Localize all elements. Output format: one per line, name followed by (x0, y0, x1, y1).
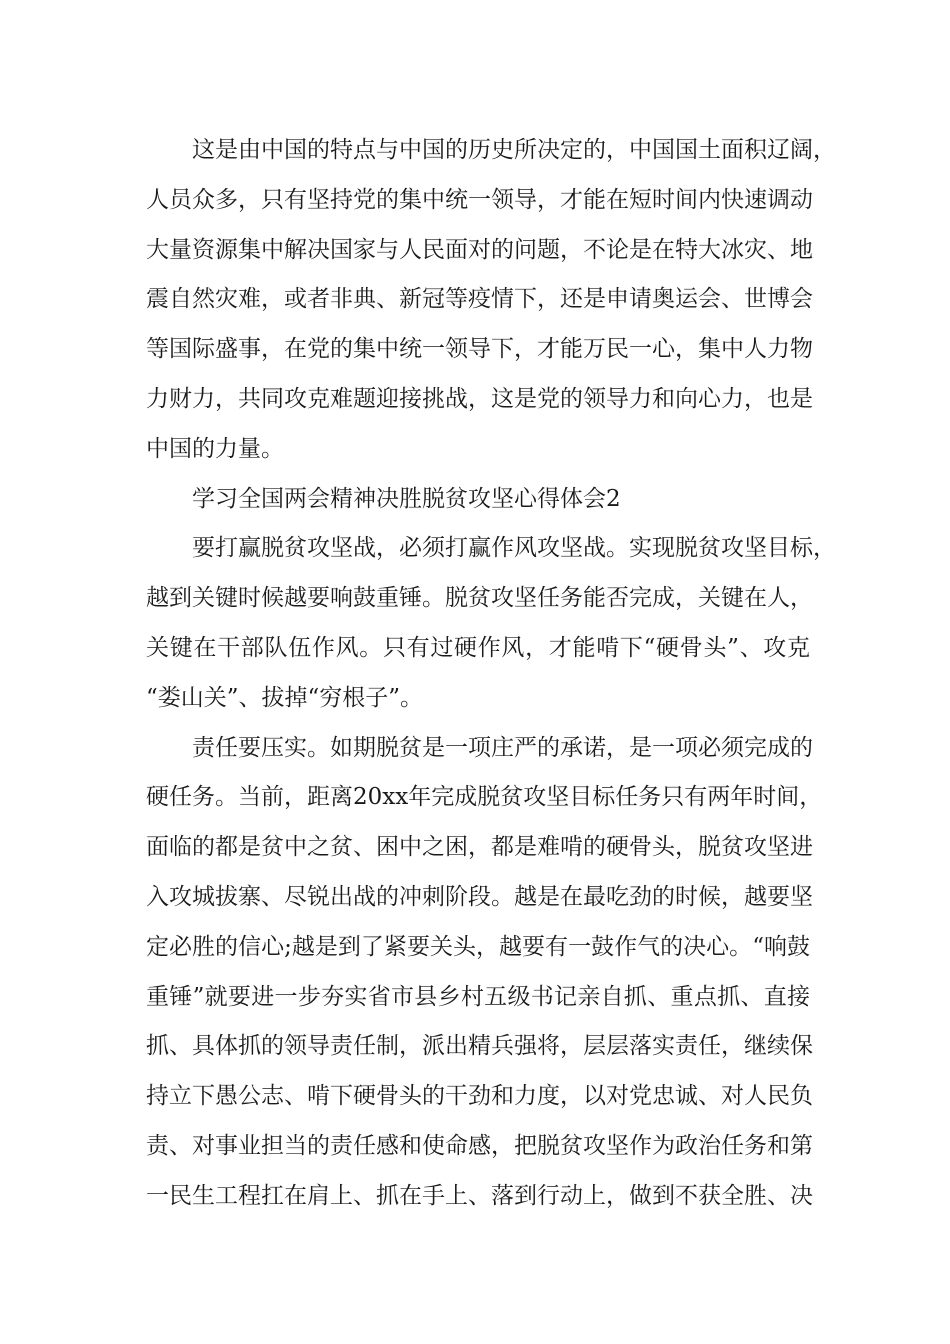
text-line: 硬任务。当前，距离20xx年完成脱贫攻坚目标任务只有两年时间， (146, 784, 823, 811)
text-line: 持立下愚公志、啃下硬骨头的干劲和力度，以对党忠诚、对人民负 (146, 1083, 813, 1110)
text-line: 责、对事业担当的责任感和使命感，把脱贫攻坚作为政治任务和第 (146, 1132, 813, 1159)
text-line: 责任要压实。如期脱贫是一项庄严的承诺，是一项必须完成的 (192, 734, 813, 761)
section-heading: 学习全国两会精神决胜脱贫攻坚心得体会2 (192, 485, 621, 512)
text-line: 重锤”就要进一步夯实省市县乡村五级书记亲自抓、重点抓、直接 (146, 983, 810, 1010)
text-line: 越到关键时候越要响鼓重锤。脱贫攻坚任务能否完成，关键在人， (146, 585, 813, 612)
text-line: 中国的力量。 (146, 435, 284, 462)
text-line: 一民生工程扛在肩上、抓在手上、落到行动上，做到不获全胜、决 (146, 1182, 813, 1209)
text-line: 大量资源集中解决国家与人民面对的问题，不论是在特大冰灾、地 (146, 236, 813, 263)
text-line: 力财力，共同攻克难题迎接挑战，这是党的领导力和向心力，也是 (146, 385, 813, 412)
text-line: 入攻城拔寨、尽锐出战的冲刺阶段。越是在最吃劲的时候，越要坚 (146, 883, 813, 910)
text-line: 等国际盛事，在党的集中统一领导下，才能万民一心，集中人力物 (146, 336, 813, 363)
text-line: 关键在干部队伍作风。只有过硬作风，才能啃下“硬骨头”、攻克 (146, 634, 810, 661)
text-line: “娄山关”、拔掉“穷根子”。 (146, 684, 424, 711)
text-line: 要打赢脱贫攻坚战，必须打赢作风攻坚战。实现脱贫攻坚目标， (192, 535, 836, 562)
text-line: 定必胜的信心;越是到了紧要关头，越要有一鼓作气的决心。“响鼓 (146, 933, 810, 960)
text-line: 这是由中国的特点与中国的历史所决定的，中国国土面积辽阔， (192, 137, 836, 163)
document-body (146, 126, 836, 1222)
text-line: 人员众多，只有坚持党的集中统一领导，才能在短时间内快速调动 (146, 186, 813, 213)
text-line: 面临的都是贫中之贫、困中之困，都是难啃的硬骨头，脱贫攻坚进 (146, 834, 813, 861)
text-line: 抓、具体抓的领导责任制，派出精兵强将，层层落实责任，继续保 (146, 1033, 813, 1060)
text-line: 震自然灾难，或者非典、新冠等疫情下，还是申请奥运会、世博会 (146, 286, 813, 313)
